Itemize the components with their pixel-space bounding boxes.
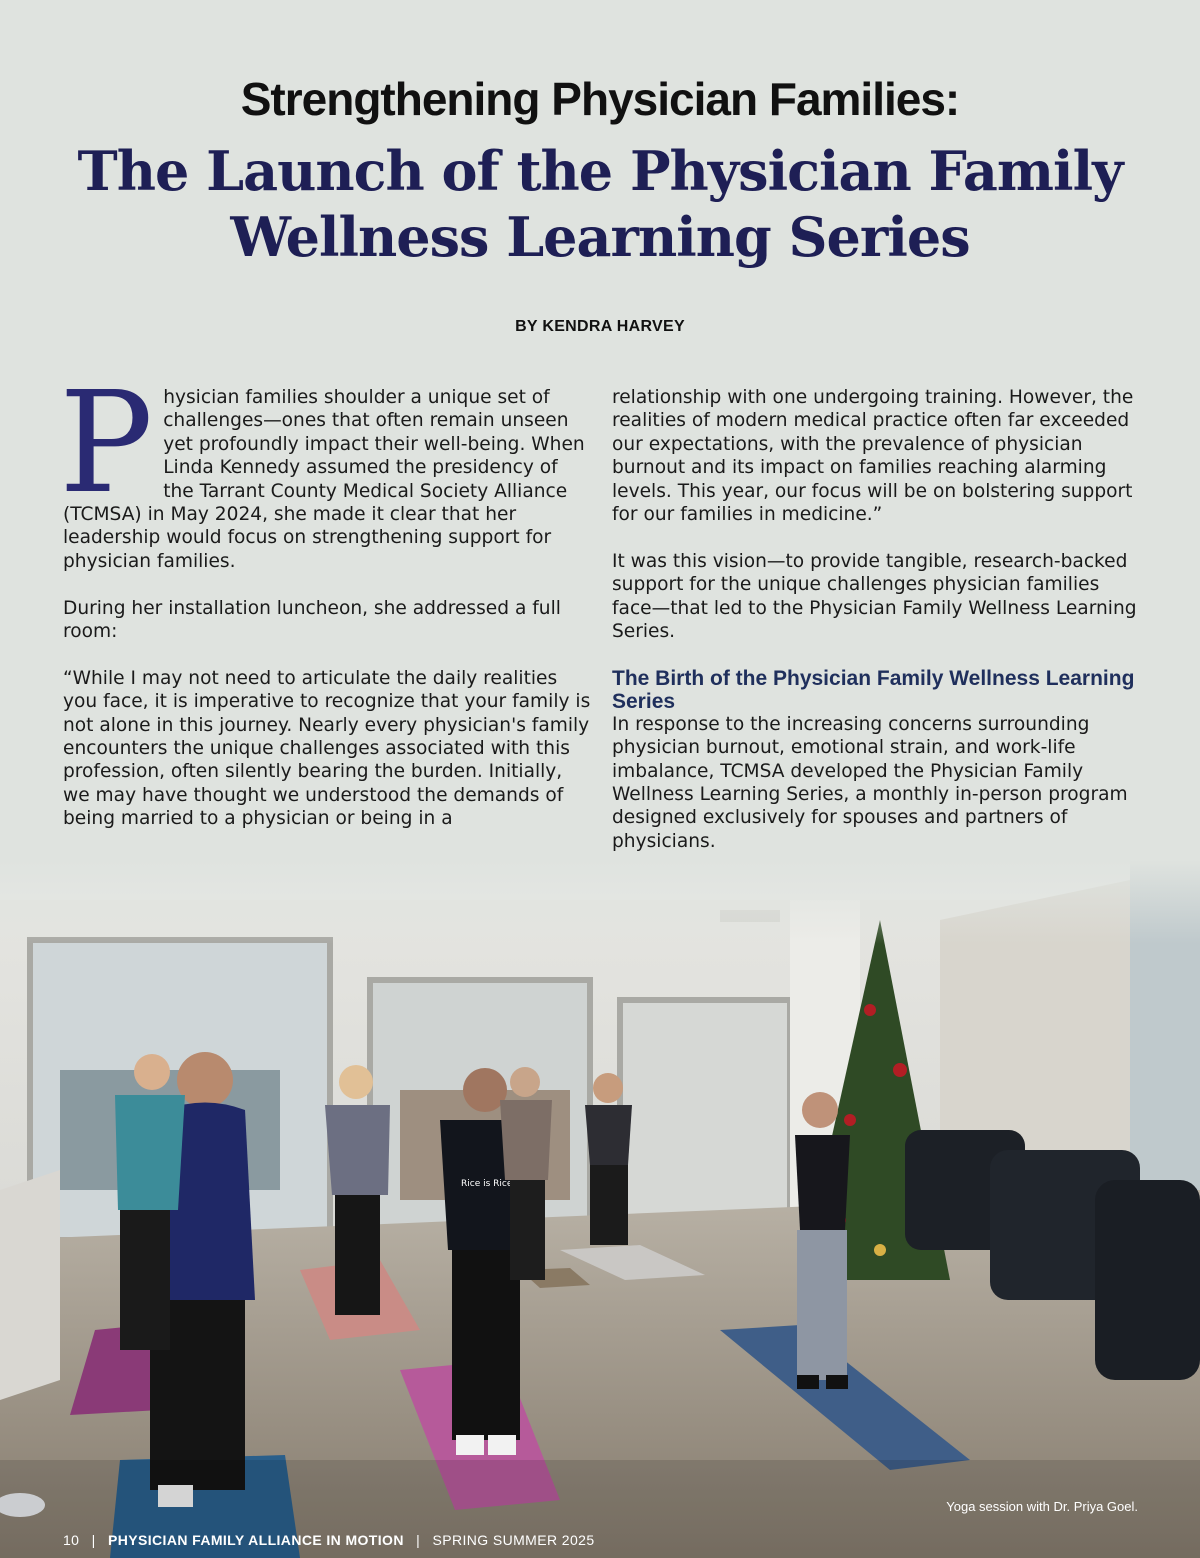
paragraph-4: relationship with one undergoing training. However, the realities of modern medical practice often far exceeded our expectations, with the prevalence of physician burnout and its impact on families reaching alarming levels. This year, our focus will be on bolstering support for our families in medicine.” xyxy=(612,387,1134,526)
drop-cap: P xyxy=(59,362,154,525)
byline: BY KENDRA HARVEY xyxy=(515,318,685,335)
article-title xyxy=(0,138,1200,270)
paragraph-6: In response to the increasing concerns surrounding physician burnout, emotional strain, and work-life imbalance, TCMSA developed the Physician Family Wellness Learning Series, a monthly in-person program designed exclusively for spouses and partners of physicians. xyxy=(612,713,1128,852)
title-line-1: The Launch of the Physician Family xyxy=(77,139,1123,203)
yoga-session-photo xyxy=(0,860,1200,1558)
page-number: 10 xyxy=(63,1532,80,1548)
article-kicker: Strengthening Physician Families: xyxy=(240,73,960,125)
footer-separator-2: | xyxy=(416,1532,421,1548)
right-column xyxy=(612,386,1140,877)
paragraph-1 xyxy=(59,362,591,573)
left-column xyxy=(59,362,591,854)
issue-label: SPRING SUMMER 2025 xyxy=(432,1532,595,1548)
footer-separator-1: | xyxy=(91,1532,96,1548)
page-footer xyxy=(63,1532,595,1548)
paragraph-5: It was this vision—to provide tangible, research-backed support for the unique challenges physician families face—that led to the Physician Family Wellness Learning Series. xyxy=(612,550,1137,643)
section-subhead: The Birth of the Physician Family Wellness Learning Series xyxy=(612,666,1135,713)
publication-name: PHYSICIAN FAMILY ALLIANCE IN MOTION xyxy=(108,1532,404,1548)
paragraph-1-text: hysician families shoulder a unique set of challenges—ones that often remain unseen yet profoundly impact their well-being. When Linda Kennedy assumed the presidency of the Tarrant County Medical Society Alliance (TCMSA) in May 2024, she made it clear that her leadership would focus on strengthening support for physician families. xyxy=(63,387,585,572)
paragraph-3: “While I may not need to articulate the daily realities you face, it is imperative to recognize that your family is not alone in this journey. Nearly every physician's family encounters the unique challenges associated with this profession, often silently bearing the burden. Initially, we may have thought we understood the demands of being married to a physician or being in a xyxy=(63,667,591,830)
title-line-2: Wellness Learning Series xyxy=(230,205,970,269)
paragraph-2: During her installation luncheon, she addressed a full room: xyxy=(63,597,561,643)
photo-caption: Yoga session with Dr. Priya Goel. xyxy=(946,1499,1138,1514)
photo-illustration xyxy=(0,860,1200,1558)
